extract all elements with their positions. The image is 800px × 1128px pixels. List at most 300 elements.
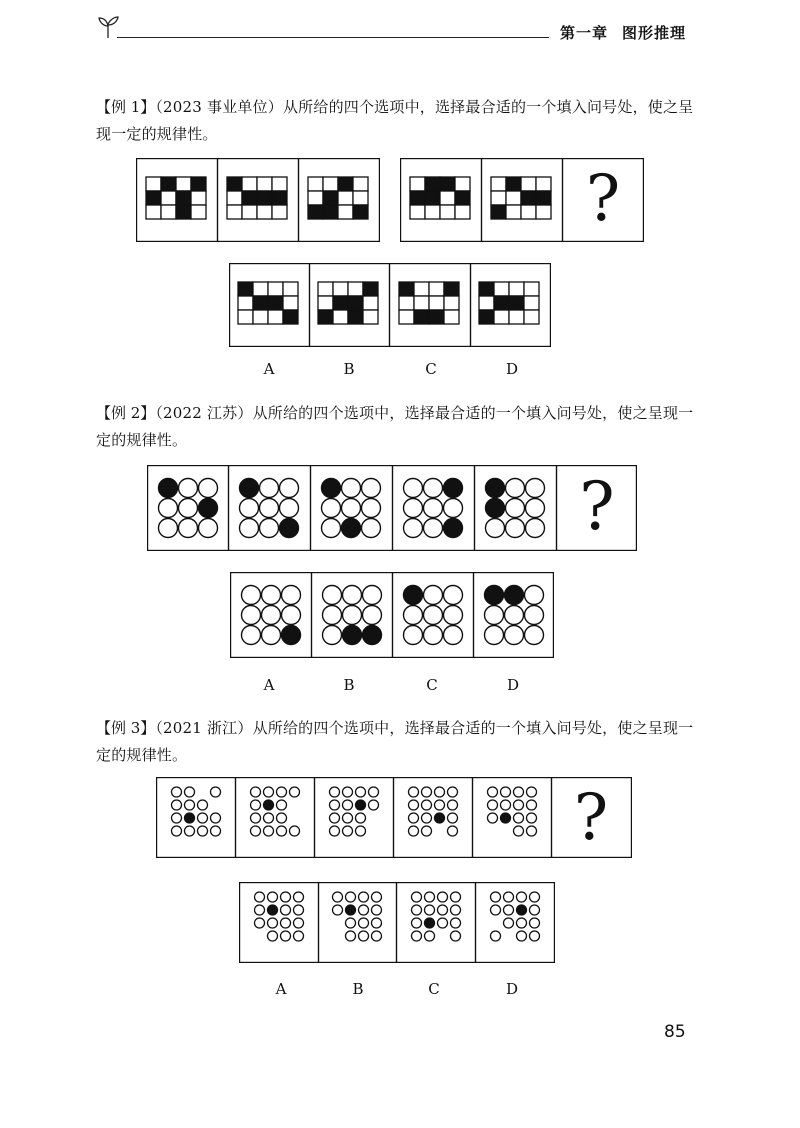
empty-dot [251,826,261,836]
empty-circle [260,499,279,518]
empty-dot [448,826,458,836]
empty-cell [227,205,242,219]
empty-circle [282,606,301,625]
empty-cell [509,310,524,324]
empty-dot [185,826,195,836]
empty-circle [444,606,463,625]
option-d-figure[interactable] [491,892,540,941]
empty-circle [505,626,524,645]
filled-circle [199,499,218,518]
empty-circle [526,499,545,518]
option-b-figure[interactable] [323,586,382,645]
empty-circle [404,606,423,625]
chapter-number: 第一章 [560,24,609,42]
example-1-options-strip [229,263,551,347]
empty-dot [504,905,514,915]
option-c-label[interactable]: C [425,360,437,378]
filled-cell [494,296,509,310]
empty-dot [530,931,540,941]
filled-cell [353,205,368,219]
empty-cell [521,205,536,219]
empty-circle [506,479,525,498]
empty-cell [253,282,268,296]
empty-dot [448,813,458,823]
empty-dot [425,892,435,902]
empty-cell [524,310,539,324]
empty-dot [294,918,304,928]
empty-cell [242,205,257,219]
empty-cell [455,205,470,219]
empty-dot [330,800,340,810]
empty-cell [238,296,253,310]
empty-circle [199,519,218,538]
example-1-question-strip-b [400,158,644,242]
empty-cell [257,205,272,219]
example-tag: 【例 3】 [96,719,156,737]
empty-dot [488,813,498,823]
empty-dot [343,787,353,797]
empty-cell [353,191,368,205]
circle-grid-figure [159,479,218,538]
filled-cell [363,282,378,296]
empty-dot [359,931,369,941]
empty-dot [425,905,435,915]
empty-dot [504,918,514,928]
empty-cell [363,296,378,310]
example-tag: 【例 2】 [96,404,156,422]
empty-dot [369,787,379,797]
empty-dot [504,892,514,902]
empty-circle [485,626,504,645]
empty-cell [494,310,509,324]
example-source: （2023 事业单位） [155,98,283,116]
filled-cell [242,191,257,205]
empty-cell [494,282,509,296]
empty-dot [372,892,382,902]
empty-dot [527,787,537,797]
empty-circle [506,519,525,538]
empty-cell [509,282,524,296]
empty-circle [505,606,524,625]
empty-dot [356,826,366,836]
empty-dot [346,931,356,941]
filled-cell [425,191,440,205]
empty-dot [491,905,501,915]
grid-figure [308,177,368,219]
empty-circle [242,606,261,625]
empty-circle [179,519,198,538]
option-b-figure[interactable] [333,892,382,941]
empty-dot [356,787,366,797]
empty-dot [438,892,448,902]
empty-dot [488,787,498,797]
empty-dot [488,800,498,810]
empty-circle [525,586,544,605]
empty-dot [281,905,291,915]
filled-cell [318,310,333,324]
example-source: （2022 江苏） [155,404,253,422]
empty-cell [410,205,425,219]
empty-circle [486,519,505,538]
empty-cell [253,310,268,324]
option-d-figure[interactable] [485,586,544,645]
empty-dot [333,905,343,915]
option-b-label[interactable]: B [352,980,364,998]
filled-dot [346,905,356,915]
empty-dot [251,800,261,810]
dot-grid-figure [172,787,221,836]
filled-cell [491,205,506,219]
empty-cell [161,205,176,219]
option-a-label[interactable]: A [263,676,275,694]
empty-dot [264,813,274,823]
empty-circle [362,479,381,498]
filled-dot [264,800,274,810]
empty-circle [179,499,198,518]
empty-cell [444,296,459,310]
empty-dot [517,931,527,941]
empty-cell [353,177,368,191]
empty-dot [343,800,353,810]
filled-circle [486,499,505,518]
option-b-figure[interactable] [318,282,378,324]
filled-circle [486,479,505,498]
empty-circle [242,586,261,605]
empty-cell [399,296,414,310]
empty-dot [501,800,511,810]
empty-dot [514,813,524,823]
empty-dot [527,800,537,810]
empty-dot [359,905,369,915]
empty-dot [185,787,195,797]
empty-dot [281,892,291,902]
empty-circle [525,626,544,645]
filled-circle [404,586,423,605]
filled-dot [517,905,527,915]
empty-dot [211,826,221,836]
filled-cell [536,191,551,205]
filled-cell [146,191,161,205]
empty-dot [372,905,382,915]
empty-circle [485,606,504,625]
empty-cell [146,177,161,191]
empty-circle [424,519,443,538]
empty-circle [343,586,362,605]
circle-grid-figure [486,479,545,538]
empty-circle [362,499,381,518]
empty-cell [491,177,506,191]
empty-cell [536,177,551,191]
filled-cell [283,310,298,324]
filled-cell [333,296,348,310]
filled-cell [506,177,521,191]
empty-circle [260,519,279,538]
empty-cell [323,177,338,191]
empty-dot [268,892,278,902]
empty-circle [323,626,342,645]
empty-circle [280,479,299,498]
empty-dot [264,826,274,836]
empty-dot [198,800,208,810]
filled-dot [268,905,278,915]
empty-dot [527,813,537,823]
empty-circle [424,626,443,645]
empty-dot [409,800,419,810]
empty-dot [251,787,261,797]
empty-dot [264,787,274,797]
empty-circle [404,499,423,518]
filled-circle [444,519,463,538]
empty-circle [363,586,382,605]
empty-cell [429,296,444,310]
empty-dot [451,931,461,941]
empty-circle [343,606,362,625]
empty-dot [172,813,182,823]
filled-circle [322,479,341,498]
empty-dot [412,905,422,915]
option-d-label[interactable]: D [505,360,519,378]
empty-dot [425,931,435,941]
circle-grid-figure [322,479,381,538]
empty-dot [277,787,287,797]
empty-cell [491,191,506,205]
filled-cell [479,310,494,324]
empty-dot [277,826,287,836]
empty-circle [282,586,301,605]
dot-grid-figure [488,787,537,836]
filled-circle [444,479,463,498]
empty-dot [412,931,422,941]
empty-dot [333,892,343,902]
empty-dot [451,892,461,902]
empty-cell [238,310,253,324]
empty-dot [409,813,419,823]
empty-dot [185,800,195,810]
grid-figure [410,177,470,219]
empty-cell [176,177,191,191]
empty-dot [517,918,527,928]
example-tag: 【例 1】 [96,98,156,116]
filled-cell [227,177,242,191]
empty-cell [242,177,257,191]
empty-circle [159,519,178,538]
empty-cell [257,177,272,191]
grid-figure [146,177,206,219]
filled-cell [176,205,191,219]
option-b-label[interactable]: B [343,676,355,694]
empty-circle [424,606,443,625]
option-c-label[interactable]: C [428,980,440,998]
empty-circle [404,626,423,645]
empty-dot [330,813,340,823]
empty-circle [526,519,545,538]
example-question-text: 从所给的四个选项中，选择最合适的一个填入问号处，使之呈现一定的规律性。 [96,98,694,143]
empty-cell [524,296,539,310]
example-1-question-strip-a [136,158,380,242]
empty-dot [491,931,501,941]
empty-cell [146,205,161,219]
filled-cell [348,296,363,310]
question-mark: ? [573,781,609,855]
empty-dot [422,813,432,823]
empty-circle [525,606,544,625]
dot-grid-figure [251,787,300,836]
empty-circle [362,519,381,538]
empty-cell [268,310,283,324]
empty-cell [479,296,494,310]
filled-cell [257,191,272,205]
empty-dot [530,892,540,902]
example-2-question [96,400,696,454]
example-3-question-strip [156,777,632,858]
filled-cell [238,282,253,296]
filled-cell [410,191,425,205]
empty-dot [412,892,422,902]
empty-dot [530,918,540,928]
option-d-figure[interactable] [479,282,539,324]
option-b-label[interactable]: B [343,360,355,378]
filled-circle [485,586,504,605]
filled-cell [429,310,444,324]
option-d-label[interactable]: D [505,980,519,998]
empty-cell [338,205,353,219]
empty-dot [448,787,458,797]
empty-dot [422,826,432,836]
option-a-label[interactable]: A [263,360,275,378]
empty-dot [412,918,422,928]
empty-circle [424,499,443,518]
running-header [560,22,686,43]
empty-cell [283,296,298,310]
empty-dot [451,905,461,915]
circle-grid-figure [404,479,463,538]
empty-dot [290,826,300,836]
empty-dot [343,813,353,823]
option-a-label[interactable]: A [275,980,287,998]
empty-circle [242,626,261,645]
filled-dot [435,813,445,823]
grid-figure [491,177,551,219]
empty-cell [338,191,353,205]
empty-dot [527,826,537,836]
option-c-figure[interactable] [412,892,461,941]
option-c-figure[interactable] [404,586,463,645]
empty-dot [438,905,448,915]
example-2-options-strip [230,572,554,658]
empty-cell [348,282,363,296]
empty-cell [272,205,287,219]
empty-cell [440,191,455,205]
filled-dot [356,800,366,810]
option-c-figure[interactable] [399,282,459,324]
empty-dot [172,787,182,797]
empty-dot [346,892,356,902]
empty-circle [444,626,463,645]
empty-dot [514,800,524,810]
empty-dot [198,813,208,823]
empty-dot [255,918,265,928]
empty-dot [517,892,527,902]
empty-dot [356,813,366,823]
empty-circle [322,499,341,518]
empty-dot [294,892,304,902]
filled-cell [161,177,176,191]
example-source: （2021 浙江） [155,719,253,737]
empty-circle [506,499,525,518]
dot-grid-figure [409,787,458,836]
empty-dot [294,931,304,941]
empty-dot [369,800,379,810]
header-rule [117,37,549,38]
empty-circle [199,479,218,498]
empty-dot [211,787,221,797]
empty-circle [342,499,361,518]
option-c-label[interactable]: C [426,676,438,694]
filled-cell [191,177,206,191]
empty-circle [323,586,342,605]
option-a-figure[interactable] [255,892,304,941]
empty-cell [318,296,333,310]
filled-cell [479,282,494,296]
filled-circle [343,626,362,645]
example-1-question [96,94,696,148]
empty-dot [438,918,448,928]
empty-dot [435,800,445,810]
empty-cell [410,177,425,191]
empty-dot [491,892,501,902]
empty-circle [262,626,281,645]
filled-cell [414,310,429,324]
filled-cell [268,296,283,310]
empty-cell [161,191,176,205]
example-2-question-strip [147,465,637,551]
empty-circle [179,479,198,498]
filled-circle [240,479,259,498]
filled-cell [253,296,268,310]
filled-cell [176,191,191,205]
empty-dot [514,787,524,797]
empty-cell [414,296,429,310]
empty-cell [455,177,470,191]
example-3-question [96,715,696,769]
filled-cell [308,205,323,219]
empty-cell [414,282,429,296]
empty-dot [330,826,340,836]
empty-dot [198,826,208,836]
empty-cell [308,191,323,205]
option-a-figure[interactable] [238,282,298,324]
filled-cell [440,177,455,191]
filled-circle [282,626,301,645]
empty-dot [268,931,278,941]
filled-circle [505,586,524,605]
empty-dot [359,892,369,902]
empty-dot [330,787,340,797]
filled-cell [509,296,524,310]
circle-grid-figure [240,479,299,538]
empty-dot [268,918,278,928]
empty-circle [444,586,463,605]
filled-cell [444,282,459,296]
empty-cell [536,205,551,219]
filled-circle [159,479,178,498]
empty-circle [240,519,259,538]
empty-cell [333,310,348,324]
empty-dot [281,918,291,928]
filled-dot [185,813,195,823]
option-a-figure[interactable] [242,586,301,645]
option-d-label[interactable]: D [506,676,520,694]
